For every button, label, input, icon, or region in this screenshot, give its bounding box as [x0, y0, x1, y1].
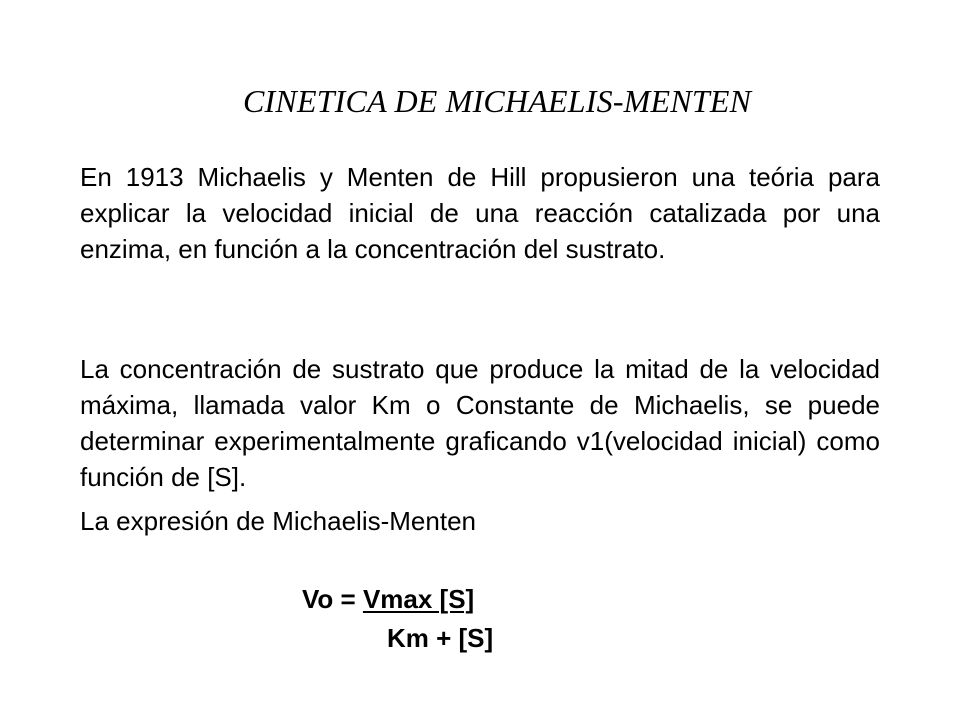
formula-lhs: Vo =	[302, 584, 363, 614]
paragraph-history: En 1913 Michaelis y Menten de Hill propusieron una teória para explicar la velocidad inicial de una reacción catalizada por una enzima, en función a la concentración del sustrato.	[80, 162, 880, 264]
formula-denominator: Km + [S]	[387, 623, 494, 653]
slide-title: CINETICA DE MICHAELIS-MENTEN	[243, 83, 752, 119]
expression-intro: La expresión de Michaelis-Menten	[80, 506, 476, 536]
paragraph-km-definition: La concentración de sustrato que produce la mitad de la velocidad máxima, llamada valor Km o Constante de Michaelis, se puede determinar experimentalmente graficando v1(velocidad inicial) como función de [S].	[80, 354, 880, 492]
formula-numerator: Vmax [S]	[362, 584, 475, 614]
formula-numerator-line	[302, 584, 474, 615]
